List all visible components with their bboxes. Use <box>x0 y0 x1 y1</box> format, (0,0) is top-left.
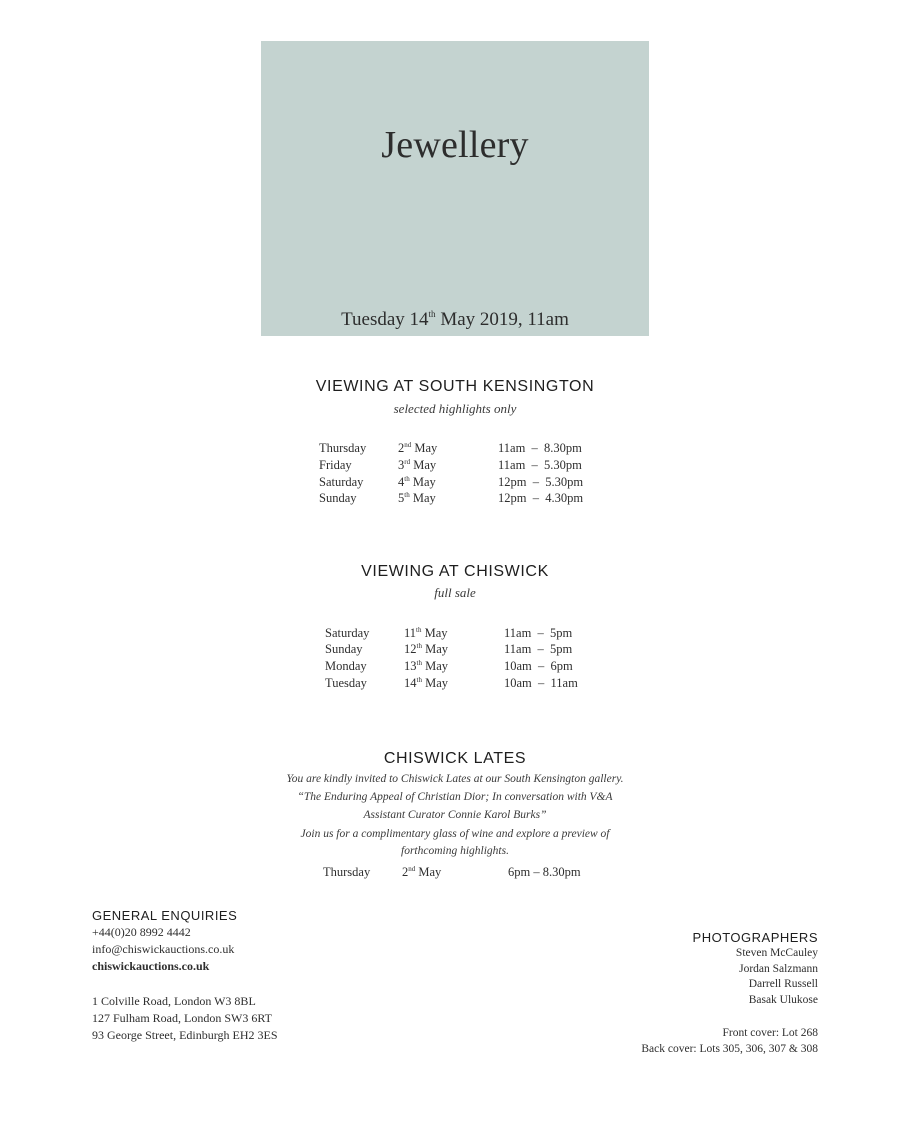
schedule-time: 11am – 5pm <box>504 642 573 656</box>
photographer-name: Jordan Salzmann <box>739 962 818 975</box>
schedule-row <box>319 491 619 507</box>
schedule-date: 2nd May <box>398 441 438 455</box>
lates-talk-line: Assistant Curator Connie Karol Burks” <box>363 809 547 821</box>
schedule-date: 2nd May <box>402 865 442 879</box>
schedule-day: Thursday <box>319 441 367 455</box>
lates-schedule-row <box>323 865 623 881</box>
schedule-time: 11am – 5pm <box>504 626 573 640</box>
photographers <box>693 930 818 1009</box>
south-kensington-subheading: selected highlights only <box>393 401 517 416</box>
schedule-time: 11am – 8.30pm <box>498 441 582 455</box>
photographer-name: Darrell Russell <box>748 978 818 990</box>
schedule-date: 11th May <box>404 626 448 640</box>
chiswick-lates-heading: CHISWICK LATES <box>383 750 527 767</box>
schedule-row <box>325 659 625 675</box>
chiswick-subheading: full sale <box>434 585 476 600</box>
schedule-day: Friday <box>319 458 352 472</box>
south-kensington-heading: VIEWING AT SOUTH KENSINGTON <box>315 378 595 395</box>
photographers-heading: PHOTOGRAPHERS <box>692 930 818 945</box>
schedule-row <box>319 475 619 491</box>
addresses <box>92 994 278 1045</box>
address-line: 93 George Street, Edinburgh EH2 3ES <box>92 1028 278 1042</box>
schedule-time: 10am – 6pm <box>504 659 573 673</box>
schedule-time: 10am – 11am <box>504 676 578 690</box>
photographer-name: Steven McCauley <box>735 947 818 959</box>
schedule-day: Saturday <box>325 626 370 640</box>
website-link[interactable]: chiswickauctions.co.uk <box>92 959 210 973</box>
cover-credits <box>641 1027 818 1058</box>
address-line: 127 Fulham Road, London SW3 6RT <box>92 1011 272 1025</box>
schedule-time: 11am – 5.30pm <box>498 458 582 472</box>
schedule-time: 12pm – 5.30pm <box>498 475 584 489</box>
schedule-row <box>325 626 625 642</box>
schedule-day: Tuesday <box>325 676 367 690</box>
schedule-day: Sunday <box>325 642 363 656</box>
schedule-day: Sunday <box>319 491 357 505</box>
photographer-name: Basak Ulukose <box>748 993 818 1006</box>
schedule-day: Saturday <box>319 475 364 489</box>
schedule-day: Thursday <box>323 865 371 879</box>
enquiries-heading: GENERAL ENQUIRIES <box>92 908 238 923</box>
address-line: 1 Colville Road, London W3 8BL <box>92 994 256 1008</box>
schedule-row <box>325 642 625 658</box>
lates-preview-line: Join us for a complimentary glass of wine and explore a preview of <box>300 828 610 840</box>
page-title: Jewellery <box>381 124 529 166</box>
schedule-row <box>319 441 619 457</box>
lates-preview-line: forthcoming highlights. <box>401 845 509 857</box>
front-cover-credit: Front cover: Lot 268 <box>722 1027 818 1039</box>
sale-date-prefix: Tuesday 14 <box>341 309 429 330</box>
schedule-row <box>325 676 625 692</box>
sale-date-suffix: May 2019, 11am <box>435 309 569 330</box>
schedule-date: 12th May <box>404 642 448 656</box>
sale-date-sup: th <box>428 309 436 319</box>
schedule-date: 5th May <box>398 491 436 505</box>
hero-banner <box>261 41 649 336</box>
lates-talk-line: “The Enduring Appeal of Christian Dior; In conversation with V&A <box>297 791 613 803</box>
schedule-day: Monday <box>325 659 367 673</box>
email-link[interactable]: info@chiswickauctions.co.uk <box>92 942 235 956</box>
schedule-time: 12pm – 4.30pm <box>498 491 584 505</box>
schedule-date: 14th May <box>404 676 448 690</box>
schedule-date: 4th May <box>398 475 436 489</box>
schedule-date: 13th May <box>404 659 448 673</box>
general-enquiries <box>92 908 237 976</box>
phone-number: +44(0)20 8992 4442 <box>92 925 191 939</box>
schedule-row <box>319 458 619 474</box>
schedule-time: 6pm – 8.30pm <box>508 865 581 879</box>
lates-invite-line: You are kindly invited to Chiswick Lates at our South Kensington gallery. <box>286 773 624 785</box>
back-cover-credit: Back cover: Lots 305, 306, 307 & 308 <box>641 1042 818 1055</box>
sale-date <box>261 309 649 331</box>
chiswick-heading: VIEWING AT CHISWICK <box>361 563 549 580</box>
schedule-date: 3rd May <box>398 458 437 472</box>
